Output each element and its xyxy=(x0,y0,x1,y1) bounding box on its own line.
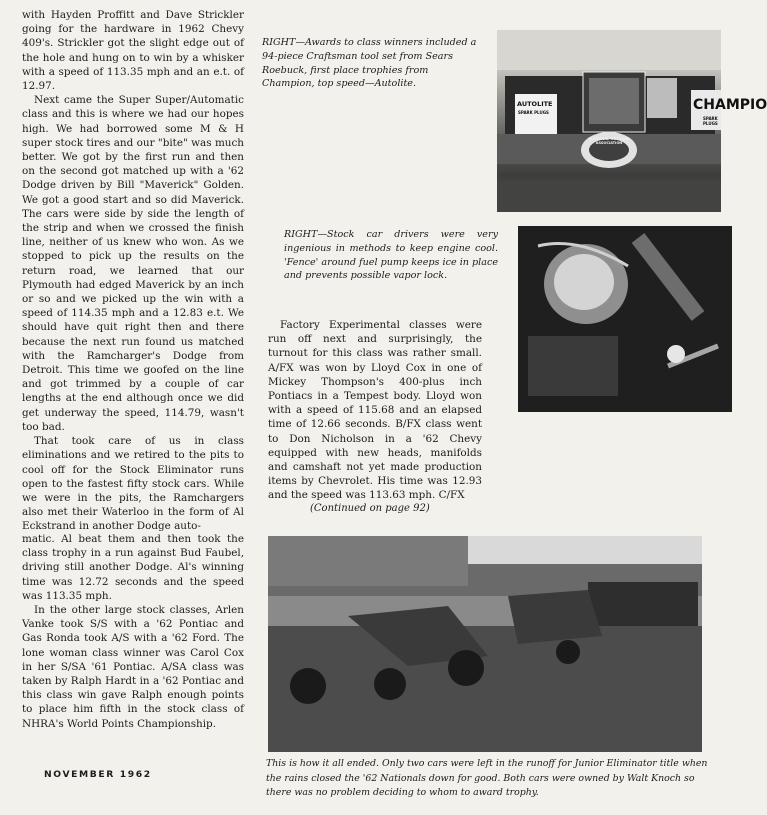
paragraph: matic. Al beat them and then took the class trophy in a run against Bud Faubel, driving still another Dodge. Al's winning time was 12.72 seconds and the speed was 113.35 mph. xyxy=(22,533,244,602)
sign-champion: CHAMPIO xyxy=(693,97,767,113)
photo-engine-fuel-pump xyxy=(518,226,732,412)
photo-awards-display xyxy=(497,30,767,212)
paragraph: with Hayden Proffitt and Dave Strickler going for the hardware in 1962 Chevy 409's. Strickler got the slight edge out of the hole and hung on to win by a whisker with a speed of 113.35 mph and an e.t. of 12.97. xyxy=(22,9,244,93)
article-column-middle xyxy=(268,318,482,503)
photo-junior-eliminator-runoff xyxy=(268,536,702,752)
paragraph: That took care of us in class eliminations and we retired to the pits to cool off for the Stock Eliminator runs open to the fastest fifty stock cars. While we were in the pits, the Ramchargers also met their Waterloo in the form of Al Eckstrand in another Dodge auto- xyxy=(22,435,244,533)
sign-autolite: AUTOLITE xyxy=(517,100,553,108)
article-column-left-continued xyxy=(22,532,244,731)
caption-stock-car: RIGHT—Stock car drivers were very ingenious in methods to keep engine cool. 'Fence' around fuel pump keeps ice in place and prevents possible vapor lock. xyxy=(284,229,498,282)
paragraph: In the other large stock classes, Arlen Vanke took S/S with a '62 Pontiac and Gas Ronda took A/S with a '62 Ford. The lone woman class winner was Carol Cox in her S/SA '61 Pontiac. A/SA class was taken by Ralph Hardt in a '62 Pontiac and this class win gave Ralph enough points to place him fifth in the stock class of NHRA's World Points Championship. xyxy=(22,604,244,730)
continued-note: (Continued on page 92) xyxy=(310,503,430,514)
paragraph: Factory Experimental classes were run off next and surprisingly, the turnout for this class was rather small. A/FX was won by Lloyd Cox in one of Mickey Thompson's 400-plus inch Pontiacs in a Tempest body. Lloyd won with a speed of 115.68 and an elapsed time of 12.66 seconds. B/FX class went to Don Nicholson in a '62 Chevy equipped with new heads, manifolds and camshaft not yet made production items by Chevrolet. His time was 12.93 and the speed was 113.63 mph. C/FX xyxy=(268,319,482,502)
sign-nhra: NATIONAL HOT ROD ASSOCIATION xyxy=(589,137,629,145)
article-column-left xyxy=(22,8,244,534)
engine-photo-illustration xyxy=(518,226,732,412)
paragraph: Next came the Super Super/Automatic class and this is where we had our hopes high. We had borrowed some M & H super stock tires and our "bite" was much better. We got by the first run and then on the second got matched up with a '62 Dodge driven by Bill "Maverick" Golden. We got a good start and so did Maverick. The cars were side by side the length of the strip and when we crossed the finish line, neither of us knew who won. As we stopped to pick up the results on the return road, we learned that our Plymouth had edged Maverick by an inch or so and we picked up the win with a speed of 114.35 mph and a 12.83 e.t. We should have quit right then and there because the next run found us matched with the Ramcharger's Dodge from Detroit. This time we goofed on the line and got trimmed by a couple of car lengths at the end although once we did get underway the speed, 114.79, wasn't too bad. xyxy=(22,94,244,433)
awards-photo-illustration xyxy=(497,30,721,212)
caption-awards: RIGHT—Awards to class winners included a 94-piece Craftsman tool set from Sears Roebuck, first place trophies from Champion, top speed—Autolite. xyxy=(262,37,477,90)
sign-champion-sub: SPARK PLUGS xyxy=(703,116,718,126)
caption-bottom: This is how it all ended. Only two cars were left in the runoff for Junior Eliminator title when the rains closed the '62 Nationals down for good. Both cars were owned by Walt Knoch so there was no problem deciding to whom to award trophy. xyxy=(266,758,708,799)
page-footer-date: NOVEMBER 1962 xyxy=(44,769,152,780)
sign-autolite-sub: SPARK PLUGS xyxy=(518,110,549,115)
race-photo-illustration xyxy=(268,536,702,752)
